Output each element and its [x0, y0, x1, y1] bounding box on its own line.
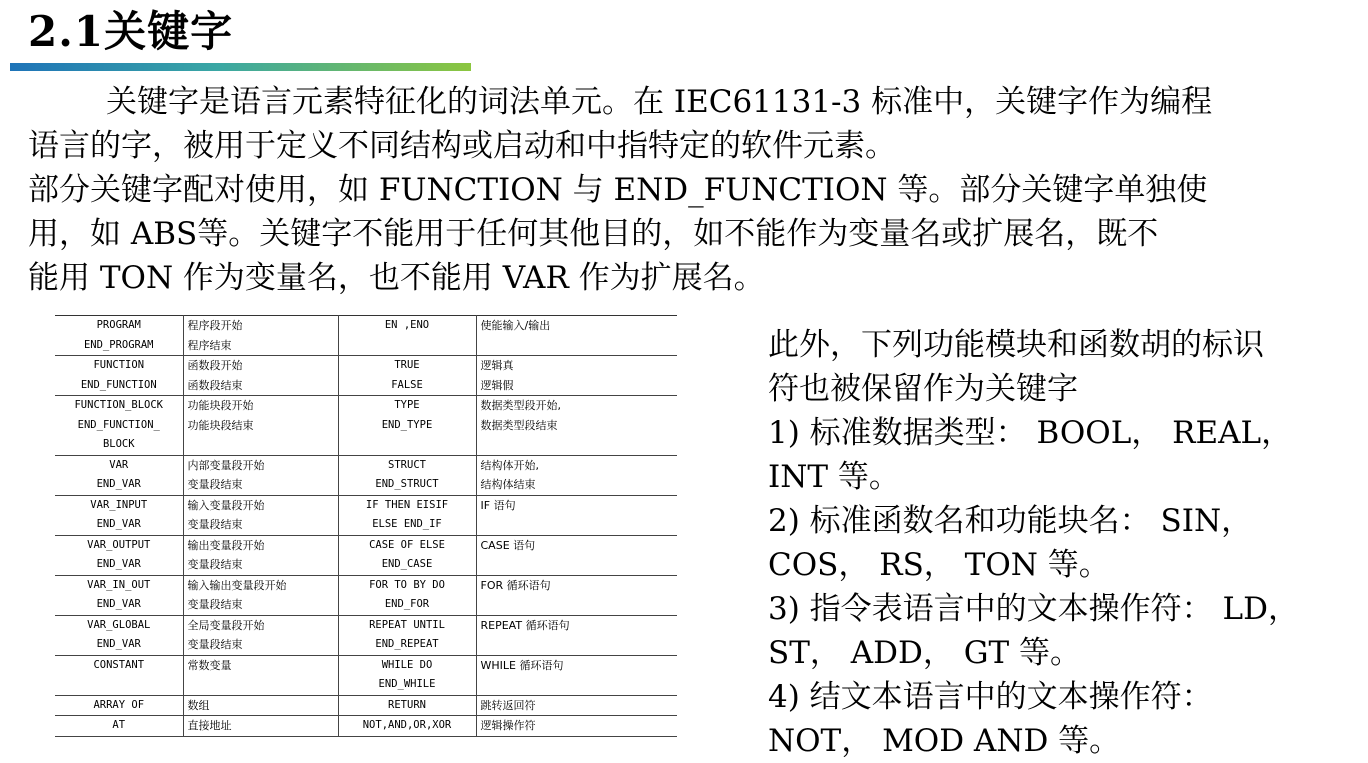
- description-cell: [183, 396, 338, 456]
- keyword-cell: [55, 716, 183, 737]
- cell-line: END_VAR: [96, 598, 141, 610]
- cell-line: 数据类型段开始,: [480, 399, 561, 412]
- keyword-cell: [55, 495, 183, 535]
- keyword-cell: [55, 695, 183, 716]
- table-row: [55, 396, 677, 456]
- intro-line: 能用 TON 作为变量名，也不能用 VAR 作为扩展名。: [28, 260, 765, 296]
- description-cell: [183, 695, 338, 716]
- cell-line: EN ,ENO: [384, 319, 430, 331]
- keyword-cell: [338, 495, 476, 535]
- cell-line: 全局变量段开始: [187, 618, 265, 632]
- keyword-cell: [338, 655, 476, 695]
- keyword-cell: [55, 356, 183, 396]
- description-cell: [476, 495, 677, 535]
- cell-line: 结构体开始,: [480, 458, 539, 472]
- description-cell: [183, 716, 338, 737]
- description-cell: [476, 455, 677, 495]
- cell-line: END_CASE: [381, 558, 433, 570]
- cell-line: 变量段结束: [187, 558, 243, 571]
- description-cell: [476, 316, 677, 356]
- description-cell: [476, 716, 677, 737]
- side-line: ST， ADD， GT 等。: [768, 635, 1082, 671]
- intro-line: 语言的字，被用于定义不同结构或启动和中指特定的软件元素。: [28, 128, 896, 164]
- cell-line: VAR_INPUT: [90, 498, 148, 511]
- cell-line: 功能块段开始: [187, 399, 254, 412]
- keyword-cell: [338, 716, 476, 737]
- cell-line: REPEAT 循环语句: [480, 618, 570, 632]
- cell-line: 数据类型段结束: [480, 418, 558, 432]
- cell-line: 内部变量段开始: [187, 458, 265, 472]
- table-row: [55, 575, 677, 615]
- cell-line: 变量段结束: [187, 638, 243, 651]
- cell-line: END_FOR: [384, 598, 430, 610]
- cell-line: FOR TO BY DO: [369, 578, 445, 591]
- keyword-cell: [338, 535, 476, 575]
- cell-line: TRUE: [394, 359, 420, 371]
- keyword-cell: [338, 575, 476, 615]
- cell-line: END_REPEAT: [375, 638, 439, 650]
- side-line: NOT， MOD AND 等。: [768, 723, 1121, 759]
- cell-line: VAR_OUTPUT: [87, 538, 151, 551]
- keyword-cell: [55, 655, 183, 695]
- cell-line: 功能块段结束: [187, 418, 254, 432]
- table-row: [55, 455, 677, 495]
- table-row: [55, 316, 677, 356]
- cell-line: 变量段结束: [187, 518, 243, 531]
- keyword-cell: [338, 455, 476, 495]
- cell-line: 程序结束: [187, 338, 232, 352]
- description-cell: [183, 356, 338, 396]
- keyword-table-body: [55, 316, 677, 737]
- description-cell: [183, 316, 338, 356]
- keyword-cell: [55, 316, 183, 356]
- cell-line: ARRAY OF: [93, 698, 145, 711]
- keyword-cell: [55, 535, 183, 575]
- cell-line: WHILE DO: [381, 658, 433, 671]
- table-row: [55, 356, 677, 396]
- keyword-cell: [55, 615, 183, 655]
- cell-line: CONSTANT: [93, 658, 145, 671]
- table-row: [55, 615, 677, 655]
- cell-line: END_TYPE: [381, 418, 433, 431]
- cell-line: IF THEN EISIF: [365, 498, 449, 511]
- cell-line: 逻辑假: [480, 378, 514, 392]
- page-title: 2.1关键字: [28, 7, 234, 56]
- cell-line: 跳转返回符: [480, 698, 536, 712]
- description-cell: [476, 695, 677, 716]
- cell-line: FOR 循环语句: [480, 578, 551, 592]
- cell-line: 变量段结束: [187, 478, 243, 491]
- cell-line: END_FUNCTION_: [77, 418, 160, 431]
- cell-line: 数组: [187, 698, 210, 712]
- cell-line: END_PROGRAM: [83, 338, 154, 351]
- side-line: INT 等。: [768, 459, 900, 495]
- table-row: [55, 535, 677, 575]
- description-cell: [183, 495, 338, 535]
- table-row: [55, 695, 677, 716]
- reserved-identifiers-text: [768, 323, 1364, 763]
- cell-line: VAR_IN_OUT: [87, 578, 151, 591]
- cell-line: FUNCTION: [93, 359, 145, 371]
- intro-paragraph: [28, 80, 1364, 300]
- cell-line: 输出变量段开始: [187, 538, 265, 552]
- cell-line: NOT,AND,OR,XOR: [362, 719, 452, 731]
- description-cell: [476, 535, 677, 575]
- side-line: 2) 标准函数名和功能块名： SIN，: [768, 503, 1253, 539]
- cell-line: 变量段结束: [187, 598, 243, 611]
- cell-line: 逻辑操作符: [480, 719, 536, 732]
- description-cell: [476, 655, 677, 695]
- cell-line: STRUCT: [388, 458, 426, 471]
- keyword-cell: [55, 575, 183, 615]
- side-line: 3) 指令表语言中的文本操作符： LD，: [768, 591, 1299, 627]
- intro-line: 部分关键字配对使用，如 FUNCTION 与 END_FUNCTION 等。部分关键字单独使: [28, 172, 1208, 208]
- side-line: 此外，下列功能模块和函数胡的标识: [768, 327, 1264, 363]
- cell-line: ELSE END_IF: [372, 518, 442, 530]
- description-cell: [183, 455, 338, 495]
- description-cell: [183, 575, 338, 615]
- cell-line: 函数段结束: [187, 378, 243, 392]
- cell-line: END_VAR: [96, 638, 141, 650]
- cell-line: CASE OF ELSE: [369, 538, 445, 551]
- keyword-cell: [338, 356, 476, 396]
- cell-line: 直接地址: [187, 719, 232, 732]
- cell-line: IF 语句: [480, 498, 516, 512]
- description-cell: [183, 535, 338, 575]
- cell-line: 输入变量段开始: [187, 498, 265, 512]
- table-row: [55, 655, 677, 695]
- intro-line: 用，如 ABS等。关键字不能用于任何其他目的，如不能作为变量名或扩展名，既不: [28, 216, 1159, 252]
- description-cell: [476, 615, 677, 655]
- cell-line: RETURN: [388, 698, 426, 711]
- cell-line: VAR_GLOBAL: [87, 618, 151, 631]
- description-cell: [476, 396, 677, 456]
- keyword-cell: [55, 455, 183, 495]
- cell-line: BLOCK: [102, 438, 135, 450]
- cell-line: FALSE: [391, 378, 423, 391]
- cell-line: PROGRAM: [96, 319, 141, 331]
- keyword-cell: [338, 695, 476, 716]
- side-line: 符也被保留作为关键字: [768, 371, 1078, 407]
- cell-line: 输入输出变量段开始: [187, 578, 287, 592]
- description-cell: [183, 655, 338, 695]
- cell-line: 结构体结束: [480, 478, 536, 491]
- keyword-cell: [55, 396, 183, 456]
- keyword-cell: [338, 615, 476, 655]
- side-line: COS， RS， TON 等。: [768, 547, 1110, 583]
- cell-line: END_VAR: [96, 558, 141, 570]
- keyword-cell: [338, 316, 476, 356]
- cell-line: 函数段开始: [187, 359, 243, 372]
- cell-line: 程序段开始: [187, 319, 243, 332]
- cell-line: END_FUNCTION: [80, 378, 157, 391]
- table-row: [55, 495, 677, 535]
- cell-line: 常数变量: [187, 658, 232, 672]
- cell-line: REPEAT UNTIL: [369, 618, 445, 631]
- cell-line: WHILE 循环语句: [480, 658, 564, 672]
- title-underline-bar: [10, 63, 471, 71]
- cell-line: CASE 语句: [480, 538, 536, 552]
- cell-line: END_WHILE: [378, 678, 436, 690]
- cell-line: END_STRUCT: [375, 478, 439, 490]
- intro-line: 关键字是语言元素特征化的词法单元。在 IEC61131-3 标准中，关键字作为编程: [106, 84, 1213, 120]
- cell-line: END_VAR: [96, 518, 141, 530]
- description-cell: [476, 356, 677, 396]
- cell-line: FUNCTION_BLOCK: [74, 399, 163, 411]
- cell-line: END_VAR: [96, 478, 141, 490]
- keyword-cell: [338, 396, 476, 456]
- keyword-table: [55, 315, 677, 737]
- cell-line: TYPE: [394, 399, 420, 411]
- cell-line: AT: [112, 719, 126, 731]
- description-cell: [476, 575, 677, 615]
- side-line: 1) 标准数据类型： BOOL， REAL，: [768, 415, 1293, 451]
- description-cell: [183, 615, 338, 655]
- cell-line: 使能输入/输出: [480, 319, 551, 332]
- table-row: [55, 716, 677, 737]
- cell-line: VAR: [109, 458, 129, 471]
- side-line: 4) 结文本语言中的文本操作符：: [768, 679, 1213, 715]
- cell-line: 逻辑真: [480, 359, 514, 372]
